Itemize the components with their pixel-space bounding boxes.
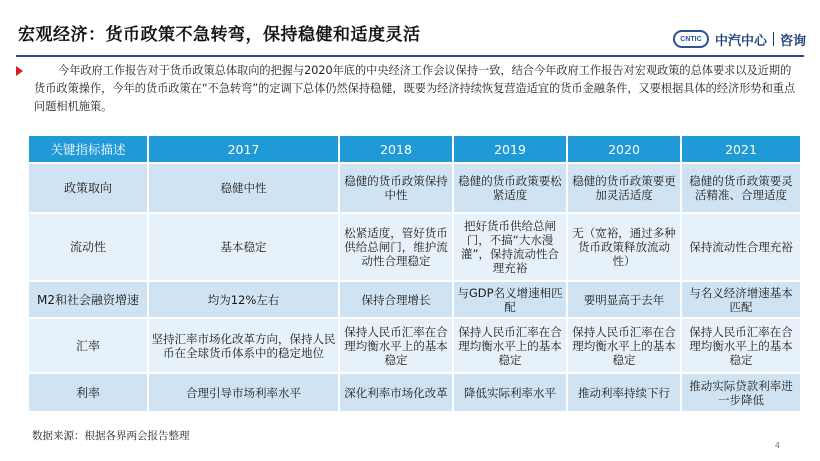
table-cell: 保持人民币汇率在合理均衡水平上的基本稳定 [339, 318, 453, 373]
page-number: 4 [774, 441, 780, 450]
column-header: 2020 [567, 136, 681, 163]
table-cell: 深化利率市场化改革 [339, 373, 453, 411]
table-cell: 无（宽裕，通过多种货币政策释放流动性） [567, 213, 681, 281]
row-label: 政策取向 [29, 163, 148, 213]
table-cell: 稳健的货币政策保持中性 [339, 163, 453, 213]
column-header: 2019 [453, 136, 567, 163]
title-underline [16, 55, 804, 57]
table-cell: 保持人民币汇率在合理均衡水平上的基本稳定 [453, 318, 567, 373]
table-cell: 坚持汇率市场化改革方向，保持人民币在全球货币体系中的稳定地位 [148, 318, 339, 373]
table-cell: 稳健的货币政策要松紧适度 [453, 163, 567, 213]
page-title: 宏观经济：货币政策不急转弯，保持稳健和适度灵活 [18, 25, 421, 45]
table-cell: 合理引导市场利率水平 [148, 373, 339, 411]
row-label: 流动性 [29, 213, 148, 281]
table-cell: 均为12%左右 [148, 281, 339, 318]
table-cell: 与GDP名义增速相匹配 [453, 281, 567, 318]
row-label: M2和社会融资增速 [29, 281, 148, 318]
logo-badge-icon: CNTIC [673, 30, 709, 48]
data-source-note: 数据来源：根据各界两会报告整理 [32, 430, 190, 442]
table-cell: 推动实际贷款利率进一步降低 [681, 373, 801, 411]
table-row [29, 373, 801, 411]
table-cell: 稳健的货币政策要更加灵活适度 [567, 163, 681, 213]
bullet-arrow-icon [16, 66, 23, 76]
table-cell: 稳健的货币政策要灵活精准、合理适度 [681, 163, 801, 213]
column-header: 2017 [148, 136, 339, 163]
column-header: 2018 [339, 136, 453, 163]
logo-text-secondary: 咨询 [779, 33, 806, 49]
kpi-table [29, 136, 802, 411]
table-cell: 保持合理增长 [339, 281, 453, 318]
summary-text: 今年政府工作报告对于货币政策总体取向的把握与2020年底的中央经济工作会议保持一致，结合今年政府工作报告对宏观政策的总体要求以及近期的货币政策操作，今年的货币政策在“不急转弯”的定调下总体仍然保持稳健，既要为经济持续恢复营造适宜的货币金融条件，又要根据具体的经济形势和重点问题相机施策。 [34, 64, 796, 113]
table-cell: 稳健中性 [148, 163, 339, 213]
table-cell: 松紧适度，管好货币供给总闸门，维护流动性合理稳定 [339, 213, 453, 281]
table-cell: 保持流动性合理充裕 [681, 213, 801, 281]
company-logo [673, 26, 806, 52]
table-cell: 基本稳定 [148, 213, 339, 281]
table-cell: 保持人民币汇率在合理均衡水平上的基本稳定 [681, 318, 801, 373]
table-cell: 把好货币供给总闸门，不搞“大水漫灌”，保持流动性合理充裕 [453, 213, 567, 281]
table-cell: 保持人民币汇率在合理均衡水平上的基本稳定 [567, 318, 681, 373]
logo-divider [773, 32, 774, 46]
table-cell: 推动利率持续下行 [567, 373, 681, 411]
row-label: 利率 [29, 373, 148, 411]
table-row [29, 281, 801, 318]
table-cell: 与名义经济增速基本匹配 [681, 281, 801, 318]
table-row [29, 213, 801, 281]
table-cell: 降低实际利率水平 [453, 373, 567, 411]
logo-text: 中汽中心 [714, 33, 767, 49]
table-row [29, 163, 801, 213]
table-row [29, 318, 801, 373]
table-cell: 要明显高于去年 [567, 281, 681, 318]
table-header-row [29, 136, 801, 163]
column-header: 2021 [681, 136, 801, 163]
summary-block [34, 62, 799, 116]
column-header: 关键指标描述 [29, 136, 148, 163]
row-label: 汇率 [29, 318, 148, 373]
